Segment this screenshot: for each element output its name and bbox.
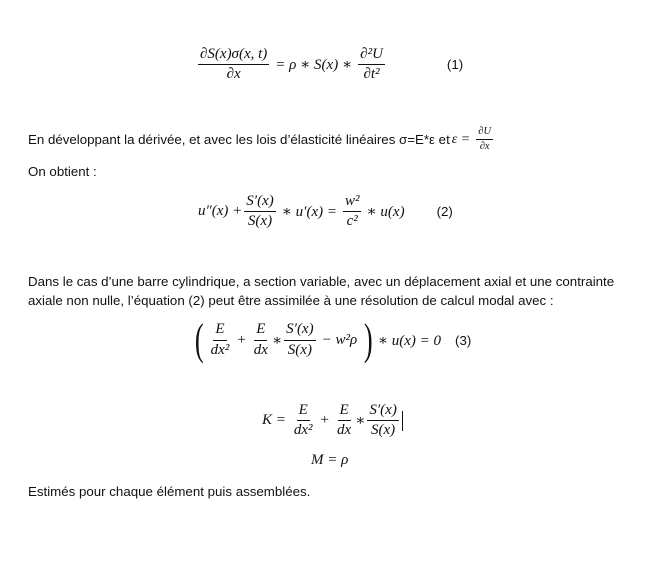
equation-1 — [196, 46, 463, 84]
eq1-fraction-lhs — [198, 46, 269, 84]
eq3-d2: dx — [253, 341, 268, 358]
eq1-numerator-2: ∂²U — [358, 46, 385, 65]
eq4-n3: S′(x) — [367, 402, 398, 421]
eq4-d1: dx² — [293, 422, 313, 439]
eq3-fraction-2 — [252, 321, 270, 359]
epsilon-fraction — [476, 126, 493, 153]
eq3-right-paren: ) — [364, 315, 373, 364]
eq3-tag: (3) — [455, 332, 472, 348]
eq1-denominator: ∂x — [226, 66, 241, 83]
paragraph-elasticity — [28, 126, 495, 153]
epsilon-equals: ε = — [451, 132, 471, 148]
eq3-minus: − w²ρ — [321, 331, 358, 348]
equation-2 — [198, 193, 453, 231]
eq3-left-paren: ( — [194, 315, 204, 364]
eq3-d1: dx² — [210, 341, 230, 358]
paragraph-cylindrical-bar: Dans le cas d’une barre cylindrique, a section variable, avec un déplacement axial et une contrainte axiale non nulle, l’équation (2) peut être assimilée à une résolution de calcul modal avec : — [28, 274, 615, 308]
eq1-middle: = ρ ∗ S(x) ∗ — [275, 57, 353, 74]
eq4-fraction-2 — [335, 402, 353, 440]
eq2-s-numerator: S′(x) — [244, 193, 275, 212]
eq1-fraction-rhs — [358, 46, 385, 84]
eq3-n2: E — [254, 321, 267, 340]
eq2-rhs: ∗ u(x) — [366, 204, 405, 221]
eq2-w-denominator: c² — [346, 213, 358, 230]
text-cursor — [402, 411, 403, 431]
eq4-star: ∗ — [355, 413, 366, 430]
eq1-numerator: ∂S(x)σ(x, t) — [198, 46, 269, 65]
eq2-fraction-s — [244, 193, 275, 231]
eq2-lhs: u″(x) + — [198, 203, 243, 220]
eq4-lhs: K = — [262, 412, 286, 429]
paragraph-on-obtient: On obtient : — [28, 164, 97, 179]
eq3-rhs: ∗ u(x) = 0 — [377, 332, 442, 349]
epsilon-denominator: ∂x — [479, 141, 490, 153]
eq4-plus: + — [320, 412, 330, 429]
eq3-fraction-3 — [284, 321, 315, 359]
paragraph-elasticity-text: En développant la dérivée, et avec les lois d’élasticité linéaires σ=E*ε et — [28, 132, 450, 148]
eq4-d3: S(x) — [371, 422, 396, 439]
equation-stiffness — [262, 402, 403, 440]
eq2-fraction-w — [343, 193, 362, 231]
eq3-d3: S(x) — [287, 341, 312, 358]
eq1-denominator-2: ∂t² — [363, 66, 380, 83]
eq3-n3: S′(x) — [284, 321, 315, 340]
eq2-tag: (2) — [436, 204, 453, 220]
eq3-star: ∗ — [271, 332, 283, 349]
eq1-tag: (1) — [446, 57, 464, 73]
eq3-n1: E — [213, 321, 226, 340]
epsilon-numerator: ∂U — [476, 126, 493, 140]
eq4-n1: E — [297, 402, 310, 421]
eq4-n2: E — [338, 402, 351, 421]
equation-mass: M = ρ — [311, 452, 349, 468]
eq2-s-denominator: S(x) — [247, 213, 273, 230]
paragraph-assembled: Estimés pour chaque élément puis assemblées. — [28, 484, 311, 499]
eq4-fraction-1 — [292, 402, 315, 440]
eq4-fraction-3 — [367, 402, 398, 440]
eq2-middle: ∗ u′(x) = — [281, 204, 337, 221]
eq3-fraction-1 — [209, 321, 232, 359]
eq2-w-numerator: w² — [343, 193, 362, 212]
eq3-plus: + — [237, 331, 246, 348]
equation-3 — [192, 315, 472, 364]
eq4-d2: dx — [337, 422, 352, 439]
